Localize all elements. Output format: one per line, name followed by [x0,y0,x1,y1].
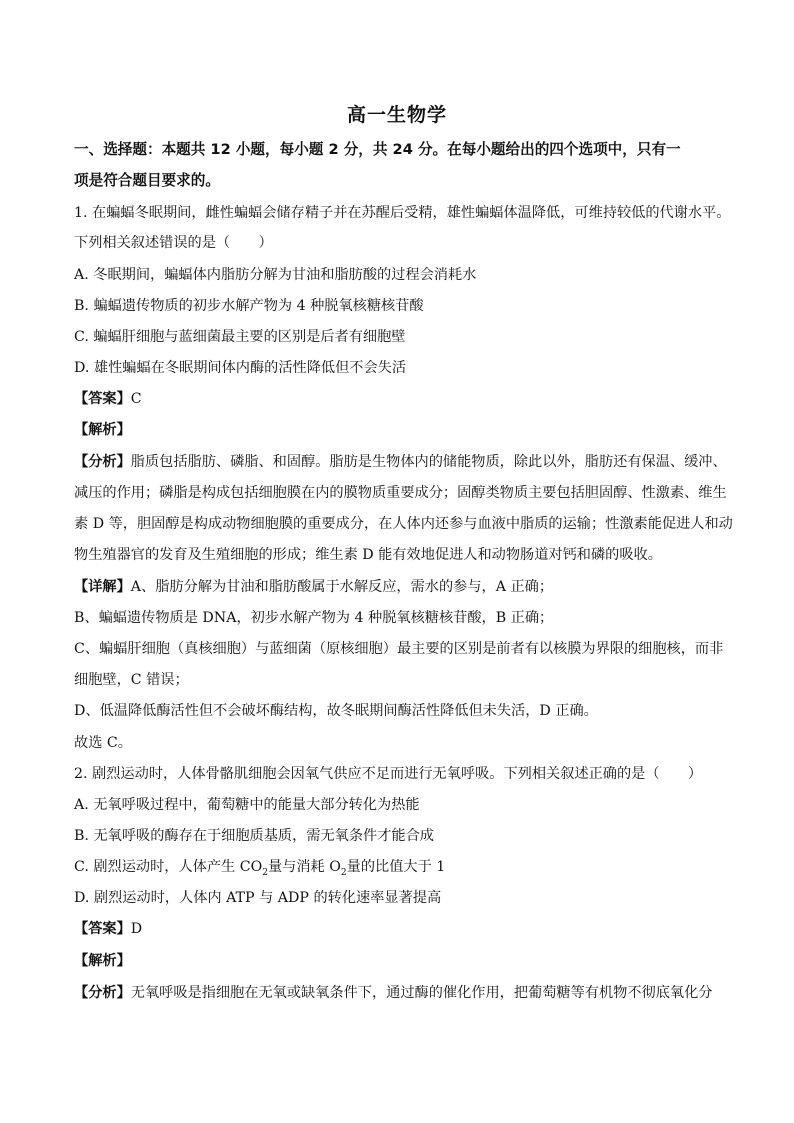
q1-fenxi-tag: 【分析】 [74,454,131,470]
q2-option-d: D. 剧烈运动时，人体内 ATP 与 ADP 的转化速率显著提高 [74,890,442,906]
q2-option-c-sub-1: 2 [262,867,268,878]
q1-answer-tag: 【答案】 [74,391,131,407]
q1-fenxi-line-4: 物生殖器官的发育及生殖细胞的形成；维生素 D 能有效地促进人和动物肠道对钙和磷的吸收。 [74,547,662,563]
q1-xiangjie-line-3: C、蝙蝠肝细胞（真核细胞）与蓝细菌（原核细胞）最主要的区别是前者有以核膜为界限的细胞核，而非 [74,641,724,657]
q1-xiangjie-line-5: D、低温降低酶活性但不会破坏酶结构，故冬眠期间酶活性降低但未失活，D 正确。 [74,703,598,719]
q1-answer [74,389,734,409]
q2-answer [74,919,734,939]
q1-answer-value: C [130,391,142,407]
q1-xiangjie-line-1 [74,577,734,597]
section-heading-line-1: 一、选择题：本题共 12 小题，每小题 2 分，共 24 分。在每小题给出的四个选项中，只有一 [74,141,681,158]
q2-option-c-part-3: 量的比值大于 1 [346,859,446,875]
page-title: 高一生物学 [346,104,447,126]
q2-option-c-part-1: C. 剧烈运动时，人体产生 CO [74,859,263,875]
q1-fenxi-text-1: 脂质包括脂肪、磷脂、和固醇。脂肪是生物体内的储能物质，除此以外，脂肪还有保温、缓冲、 [130,454,727,470]
q1-xiangjie-text-1: A、脂肪分解为甘油和脂肪酸属于水解反应，需水的参与，A 正确； [130,579,554,595]
q1-xiangjie-tag: 【详解】 [74,579,131,595]
q1-fenxi-line-1 [74,452,734,472]
q2-answer-value: D [130,921,143,937]
q1-xiangjie-line-2: B、蝙蝠遗传物质是 DNA，初步水解产物为 4 种脱氧核糖核苷酸，B 正确； [74,610,554,626]
q1-option-b: B. 蝙蝠遗传物质的初步水解产物为 4 种脱氧核糖核苷酸 [74,298,424,314]
q1-option-a: A. 冬眠期间，蝙蝠体内脂肪分解为甘油和脂肪酸的过程会消耗水 [74,267,477,283]
q1-xiangjie-line-4: 细胞壁，C 错误； [74,672,189,688]
section-heading-line-2: 项是符合题目要求的。 [74,172,220,189]
q2-option-b: B. 无氧呼吸的酶存在于细胞质基质，需无氧条件才能合成 [74,828,434,844]
q1-analysis-label: 【解析】 [74,422,131,438]
q2-fenxi-tag: 【分析】 [74,985,131,1001]
q2-analysis-label: 【解析】 [74,953,131,969]
q2-option-a: A. 无氧呼吸过程中，葡萄糖中的能量大部分转化为热能 [74,797,420,813]
q2-answer-tag: 【答案】 [74,921,131,937]
q2-fenxi-text: 无氧呼吸是指细胞在无氧或缺氧条件下，通过酶的催化作用，把葡萄糖等有机物不彻底氧化分 [130,985,713,1001]
q2-fenxi-line-1 [74,983,734,1003]
q1-stem-line-1: 1. 在蝙蝠冬眠期间，雌性蝙蝠会储存精子并在苏醒后受精，雄性蝙蝠体温降低，可维持较低的代谢水平。 [74,205,731,221]
q1-option-d: D. 雄性蝙蝠在冬眠期间体内酶的活性降低但不会失活 [74,360,407,376]
q2-option-c [74,857,734,877]
q2-option-c-sub-2: 2 [340,867,347,878]
q1-fenxi-line-2: 减压的作用；磷脂是构成包括细胞膜在内的膜物质重要成分；固醇类物质主要包括胆固醇、性激素、维生 [74,485,727,501]
q1-analysis-tag [74,420,734,440]
q1-conclusion: 故选 C。 [74,735,132,751]
q2-stem: 2. 剧烈运动时，人体骨骼肌细胞会因氧气供应不足而进行无氧呼吸。下列相关叙述正确的是（ ） [74,766,703,782]
q1-fenxi-line-3: 素 D 等，胆固醇是构成动物细胞膜的重要成分，在人体内还参与血液中脂质的运输；性激素能促进人和动 [74,516,733,532]
q1-stem-line-2: 下列相关叙述错误的是（ ） [74,235,273,251]
q1-option-c: C. 蝙蝠肝细胞与蓝细菌最主要的区别是后者有细胞壁 [74,329,406,345]
q2-option-c-part-2: 量与消耗 O [267,859,341,875]
q2-analysis-tag [74,951,734,971]
